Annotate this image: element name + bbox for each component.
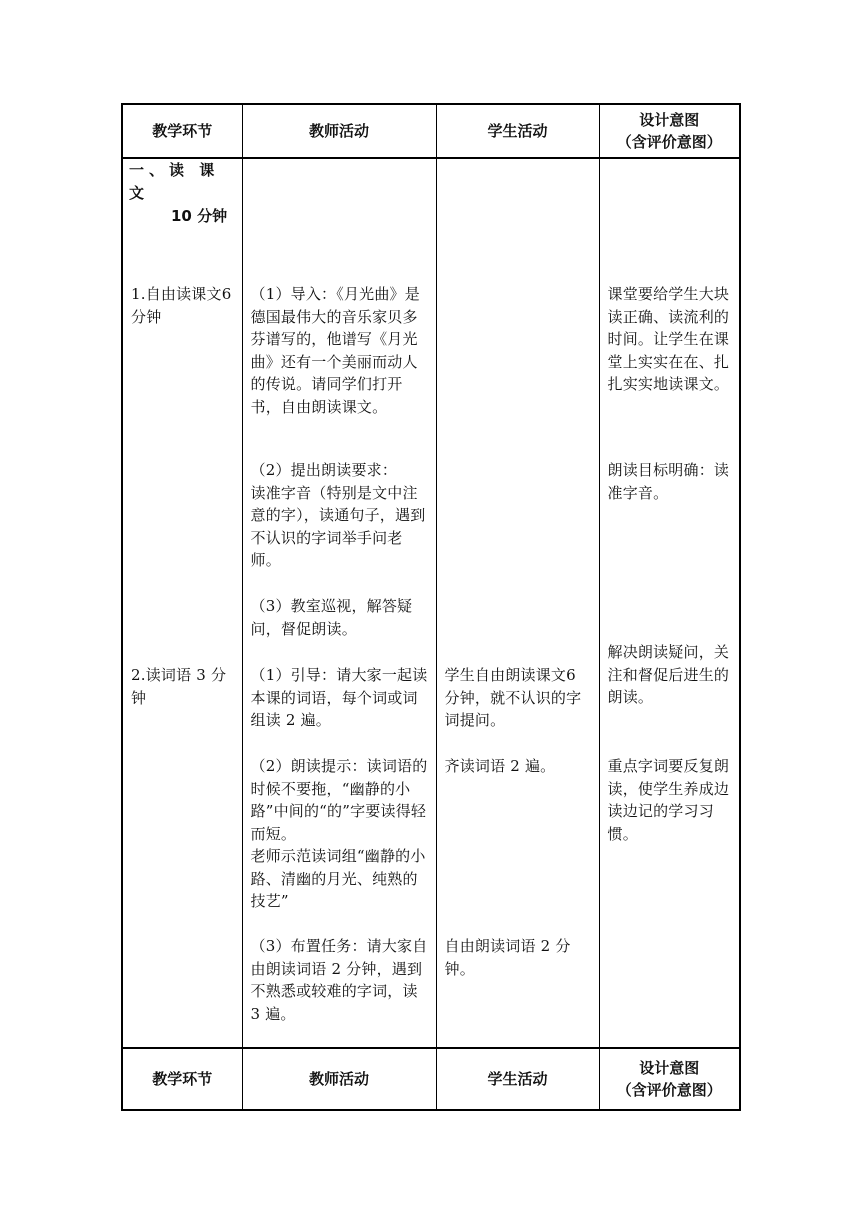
teacher-assign-task: （3）布置任务：请大家自由朗读词语 2 分钟，遇到不熟悉或较难的字词，读 3 遍。 [250, 937, 428, 1023]
header-teacher-activity: 教师活动 [242, 104, 436, 158]
stage-cell [122, 158, 242, 1048]
design-intent-habits: 重点字词要反复朗读，使学生养成边读边记的学习习惯。 [607, 757, 730, 843]
table-header-row [122, 104, 740, 158]
footer-design-intent-subtitle: （含评价意图） [616, 1081, 722, 1099]
footer-teacher-activity: 教师活动 [242, 1048, 436, 1110]
lesson-plan-table [121, 103, 741, 1111]
teacher-reading-tips: （2）朗读提示：读词语的时候不要拖，“幽静的小路”中间的“的”字要读得轻而短。 老师示范读词组“幽静的小路、清幽的月光、纯熟的技艺” [250, 757, 428, 910]
design-intent-cell [599, 158, 740, 1048]
step-read-words: 2.读词语 3 分钟 [131, 666, 227, 707]
header-student-activity: 学生活动 [436, 104, 599, 158]
table-body-row [122, 158, 740, 1048]
teacher-activity-cell [242, 158, 436, 1048]
design-intent-reading-time: 课堂要给学生大块读正确、读流利的时间。让学生在课堂上实实在在、扎扎实实地读课文。 [607, 285, 730, 393]
footer-design-intent [599, 1048, 740, 1110]
header-design-intent-subtitle: （含评价意图） [616, 133, 722, 151]
footer-student-activity: 学生活动 [436, 1048, 599, 1110]
teacher-intro-text: （1）导入：《月光曲》是德国最伟大的音乐家贝多芬谱写的，他谱写《月光曲》还有一个美丽而动人的传说。请同学们打开书，自由朗读课文。 [250, 285, 420, 416]
design-intent-pronunciation: 朗读目标明确：读准字音。 [607, 461, 730, 502]
teacher-patrol-text: （3）教室巡视，解答疑问，督促朗读。 [250, 597, 413, 638]
student-free-read-words: 自由朗读词语 2 分钟。 [444, 937, 571, 978]
teacher-reading-requirements: （2）提出朗读要求： 读准字音（特别是文中注意的字），读通句子，遇到不认识的字词举手问老师。 [250, 461, 426, 569]
section-title: 一、读 课 文 10 分钟 [129, 161, 228, 225]
design-intent-questions: 解决朗读疑问，关注和督促后进生的朗读。 [607, 643, 730, 706]
teacher-guide-words: （1）引导：请大家一起读本课的词语，每个词或词组读 2 遍。 [250, 666, 428, 729]
student-read-words-twice: 齐读词语 2 遍。 [444, 757, 556, 775]
footer-design-intent-title: 设计意图 [639, 1059, 700, 1077]
step-free-reading: 1.自由读课文6 分钟 [131, 285, 237, 326]
header-design-intent-title: 设计意图 [639, 111, 700, 129]
footer-teaching-stage: 教学环节 [122, 1048, 242, 1110]
student-free-reading: 学生自由朗读课文6 分钟，就不认识的字词提问。 [444, 666, 582, 729]
header-design-intent [599, 104, 740, 158]
header-teaching-stage: 教学环节 [122, 104, 242, 158]
table-footer-header-row [122, 1048, 740, 1110]
student-activity-cell [436, 158, 599, 1048]
